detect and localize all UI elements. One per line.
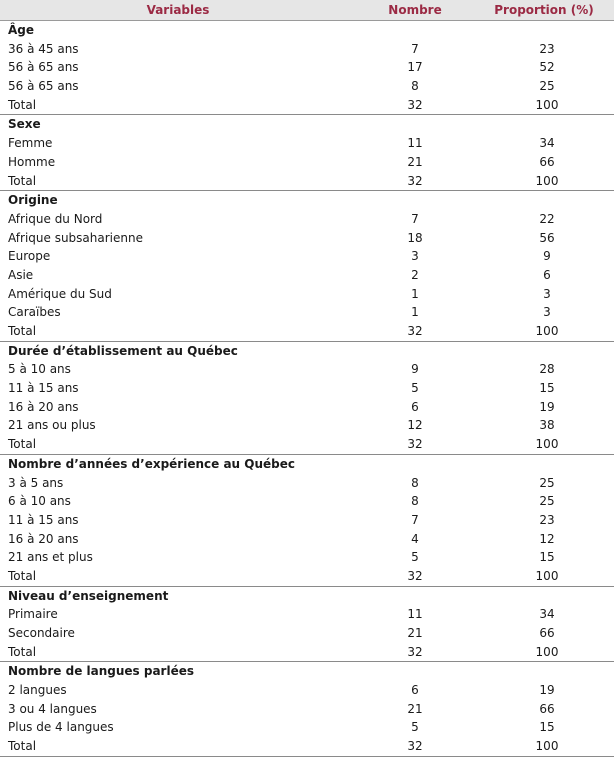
row-nombre: 5 [411, 720, 419, 735]
row-proportion: 23 [539, 41, 555, 56]
row-proportion: 100 [535, 568, 559, 583]
row-proportion: 12 [539, 531, 555, 546]
row-label: 21 ans ou plus [8, 418, 96, 433]
table-row [0, 285, 614, 304]
row-nombre: 6 [411, 399, 419, 414]
table-header [0, 0, 614, 21]
row-proportion: 66 [539, 154, 555, 169]
table-row [0, 40, 614, 59]
table-row [0, 567, 614, 586]
row-label: 36 à 45 ans [8, 41, 79, 56]
table-row [0, 492, 614, 511]
header-variables: Variables [146, 3, 210, 17]
table-row [0, 303, 614, 322]
row-label: 11 à 15 ans [8, 381, 79, 396]
row-proportion: 52 [539, 60, 555, 75]
row-label: 2 langues [8, 683, 67, 698]
row-label: Homme [8, 154, 56, 169]
section-title: Niveau d’enseignement [8, 588, 169, 603]
row-label: Caraïbes [8, 305, 61, 320]
row-proportion: 28 [539, 362, 555, 377]
row-nombre: 32 [407, 324, 423, 338]
section-title: Durée d’établissement au Québec [8, 343, 238, 358]
row-proportion: 34 [539, 607, 555, 622]
row-label: Secondaire [8, 626, 75, 640]
row-nombre: 12 [407, 418, 423, 433]
row-label: Total [8, 97, 37, 112]
table-row [0, 474, 614, 493]
row-label: 56 à 65 ans [8, 60, 79, 75]
row-proportion: 56 [539, 230, 555, 245]
row-proportion: 66 [539, 626, 555, 640]
section-title-row [0, 21, 614, 40]
table-row [0, 96, 614, 115]
row-proportion: 19 [539, 399, 555, 414]
row-label: 3 ou 4 langues [8, 701, 97, 716]
table-section [0, 587, 614, 663]
row-nombre: 1 [411, 286, 419, 301]
table-row [0, 247, 614, 266]
row-nombre: 11 [407, 136, 423, 151]
row-label: 56 à 65 ans [8, 79, 79, 94]
row-proportion: 9 [543, 249, 551, 264]
row-proportion: 15 [539, 550, 555, 565]
row-proportion: 100 [535, 173, 559, 188]
table-section [0, 191, 614, 342]
row-proportion: 100 [535, 437, 559, 452]
row-label: Total [8, 173, 37, 188]
row-nombre: 7 [411, 512, 419, 527]
table-row [0, 379, 614, 398]
section-title: Nombre de langues parlées [8, 664, 195, 679]
row-nombre: 21 [407, 701, 423, 716]
table-row [0, 530, 614, 549]
section-title-row [0, 662, 614, 681]
row-proportion: 66 [539, 701, 555, 716]
row-label: 5 à 10 ans [8, 362, 71, 377]
table-row [0, 737, 614, 756]
section-title-row [0, 342, 614, 361]
row-label: Amérique du Sud [8, 286, 112, 301]
row-nombre: 2 [411, 267, 419, 282]
table-row [0, 360, 614, 379]
section-title: Nombre d’années d’expérience au Québec [8, 456, 295, 471]
row-nombre: 8 [411, 475, 419, 490]
row-proportion: 25 [539, 494, 555, 509]
row-nombre: 21 [407, 154, 423, 169]
row-proportion: 23 [539, 512, 555, 527]
row-nombre: 32 [407, 437, 423, 452]
table-row [0, 58, 614, 77]
header-proportion: Proportion (%) [494, 3, 594, 17]
table-row [0, 605, 614, 624]
table-row [0, 435, 614, 454]
row-label: 6 à 10 ans [8, 494, 71, 509]
row-nombre: 17 [407, 60, 423, 75]
row-nombre: 11 [407, 607, 423, 622]
section-title-row [0, 587, 614, 606]
row-label: Total [8, 568, 37, 583]
table-row [0, 153, 614, 172]
row-label: Femme [8, 136, 53, 151]
table-row [0, 398, 614, 417]
row-proportion: 34 [539, 136, 555, 151]
row-proportion: 15 [539, 381, 555, 396]
row-label: 11 à 15 ans [8, 512, 79, 527]
row-nombre: 32 [407, 644, 423, 659]
row-nombre: 32 [407, 739, 423, 754]
row-nombre: 6 [411, 683, 419, 698]
table-section [0, 455, 614, 587]
row-nombre: 5 [411, 550, 419, 565]
section-title: Sexe [8, 117, 41, 132]
row-proportion: 19 [539, 683, 555, 698]
row-nombre: 5 [411, 381, 419, 396]
table-row [0, 718, 614, 737]
row-label: 16 à 20 ans [8, 399, 79, 414]
table-body [0, 21, 614, 757]
table-section [0, 662, 614, 756]
row-proportion: 6 [543, 267, 551, 282]
row-label: 21 ans et plus [8, 550, 93, 565]
table-row [0, 548, 614, 567]
row-proportion: 22 [539, 211, 555, 226]
table-row [0, 643, 614, 662]
row-proportion: 3 [543, 305, 551, 320]
table-row [0, 700, 614, 719]
table-row [0, 322, 614, 341]
table-row [0, 210, 614, 229]
row-nombre: 3 [411, 249, 419, 264]
row-nombre: 32 [407, 97, 423, 112]
section-title: Âge [8, 23, 35, 37]
row-proportion: 38 [539, 418, 555, 433]
row-proportion: 100 [535, 644, 559, 659]
row-label: Asie [8, 267, 34, 282]
row-proportion: 15 [539, 720, 555, 735]
row-label: Europe [8, 249, 51, 264]
row-proportion: 100 [535, 97, 559, 112]
table-row [0, 511, 614, 530]
row-proportion: 3 [543, 286, 551, 301]
table-row [0, 624, 614, 643]
row-label: Total [8, 644, 37, 659]
table-row [0, 266, 614, 285]
row-nombre: 4 [411, 531, 419, 546]
row-label: 16 à 20 ans [8, 531, 79, 546]
table-row [0, 134, 614, 153]
table-row [0, 229, 614, 248]
table-row [0, 681, 614, 700]
row-label: Afrique subsaharienne [8, 230, 143, 245]
row-label: 3 à 5 ans [8, 475, 64, 490]
row-nombre: 7 [411, 211, 419, 226]
table-section [0, 342, 614, 455]
row-label: Total [8, 739, 37, 754]
row-label: Total [8, 437, 37, 452]
row-proportion: 25 [539, 475, 555, 490]
table-row [0, 416, 614, 435]
row-nombre: 8 [411, 79, 419, 94]
row-proportion: 100 [535, 739, 559, 754]
section-title-row [0, 191, 614, 210]
table-section [0, 115, 614, 191]
row-label: Afrique du Nord [8, 211, 103, 226]
row-nombre: 18 [407, 230, 423, 245]
header-nombre: Nombre [388, 3, 442, 17]
row-nombre: 32 [407, 173, 423, 188]
section-title-row [0, 115, 614, 134]
row-nombre: 7 [411, 41, 419, 56]
row-label: Total [8, 324, 37, 338]
row-nombre: 1 [411, 305, 419, 320]
row-nombre: 32 [407, 568, 423, 583]
row-label: Plus de 4 langues [8, 720, 114, 735]
row-proportion: 100 [535, 324, 559, 338]
row-label: Primaire [8, 607, 58, 622]
table-section [0, 21, 614, 115]
table-row [0, 172, 614, 191]
row-proportion: 25 [539, 79, 555, 94]
table-row [0, 77, 614, 96]
row-nombre: 9 [411, 362, 419, 377]
row-nombre: 8 [411, 494, 419, 509]
section-title: Origine [8, 193, 58, 208]
section-title-row [0, 455, 614, 474]
row-nombre: 21 [407, 626, 423, 640]
